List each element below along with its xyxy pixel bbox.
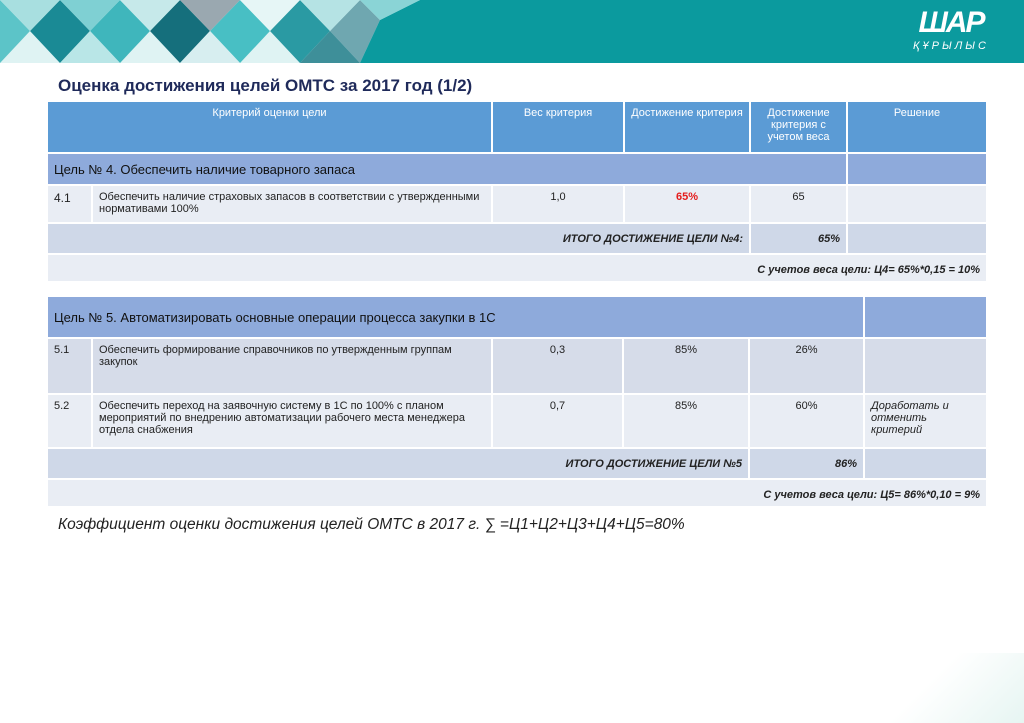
header-banner	[0, 0, 1024, 63]
row-weighted: 60%	[750, 395, 863, 447]
page-title: Оценка достижения целей ОМТС за 2017 год (1/2)	[58, 76, 473, 95]
company-logo: ШАР ҚҰРЫЛЫС	[913, 6, 989, 52]
weighted-note: С учетов веса цели: Ц5= 86%*0,10 = 9%	[48, 480, 986, 506]
table-row	[48, 186, 986, 222]
row-achievement: 65%	[625, 186, 749, 222]
goal-5-table	[46, 295, 988, 508]
weighted-row	[48, 480, 986, 506]
row-text: Обеспечить переход на заявочную систему в 1С по 100% с планом мероприятий по внедрению автоматизации рабочего места менеджера отдела снабжения	[93, 395, 491, 447]
row-weight: 1,0	[493, 186, 623, 222]
triangle-pattern	[0, 0, 420, 63]
row-weight: 0,3	[493, 339, 622, 393]
weighted-note: С учетов веса цели: Ц4= 65%*0,15 = 10%	[48, 255, 986, 281]
row-number: 5.1	[48, 339, 91, 393]
row-achievement: 85%	[624, 339, 748, 393]
total-value: 86%	[750, 449, 863, 478]
row-decision	[865, 339, 986, 393]
row-text: Обеспечить формирование справочников по утвержденным группам закупок	[93, 339, 491, 393]
row-number: 5.2	[48, 395, 91, 447]
weighted-row	[48, 255, 986, 281]
row-weighted: 26%	[750, 339, 863, 393]
total-value: 65%	[751, 224, 846, 253]
goal-title: Цель № 4. Обеспечить наличие товарного запаса	[48, 154, 846, 184]
table-header	[48, 102, 986, 152]
header-decision: Решение	[848, 102, 986, 152]
corner-decoration	[824, 653, 1024, 723]
table-row	[48, 395, 986, 447]
table-row	[48, 339, 986, 393]
header-criterion: Критерий оценки цели	[48, 102, 491, 152]
goal-title: Цель № 5. Автоматизировать основные операции процесса закупки в 1С	[48, 297, 863, 337]
row-text: Обеспечить наличие страховых запасов в соответствии с утвержденными нормативами 100%	[93, 186, 491, 222]
row-number: 4.1	[48, 186, 91, 222]
row-decision: Доработать и отменить критерий	[865, 395, 986, 447]
row-weight: 0,7	[493, 395, 622, 447]
row-decision	[848, 186, 986, 222]
header-weighted: Достижение критерия с учетом веса	[751, 102, 846, 152]
row-achievement: 85%	[624, 395, 748, 447]
row-weighted: 65	[751, 186, 846, 222]
header-achievement: Достижение критерия	[625, 102, 749, 152]
goal-row	[48, 154, 986, 184]
goal-4-table	[46, 100, 988, 283]
total-label: ИТОГО ДОСТИЖЕНИЕ ЦЕЛИ №4:	[48, 224, 749, 253]
total-label: ИТОГО ДОСТИЖЕНИЕ ЦЕЛИ №5	[48, 449, 748, 478]
final-coefficient: Коэффициент оценки достижения целей ОМТС в 2017 г. ∑ =Ц1+Ц2+Ц3+Ц4+Ц5=80%	[58, 516, 685, 533]
total-row	[48, 224, 986, 253]
total-row	[48, 449, 986, 478]
goal-row	[48, 297, 986, 337]
header-weight: Вес критерия	[493, 102, 623, 152]
